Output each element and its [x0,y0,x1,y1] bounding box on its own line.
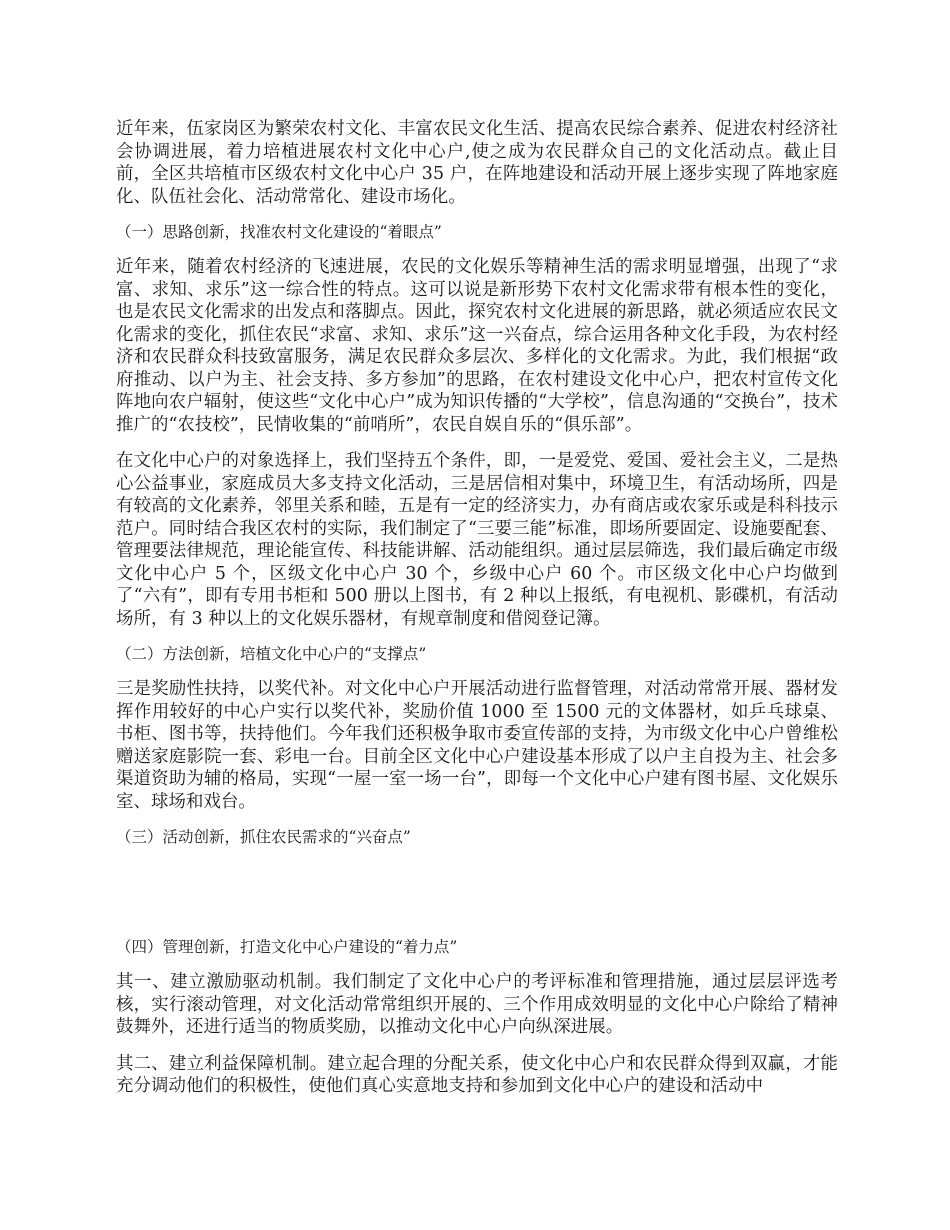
body-paragraph-5: 其二、建立利益保障机制。建立起合理的分配关系，使文化中心户和农民群众得到双赢，才能充分调动他们的积极性，使他们真心实意地支持和参加到文化中心户的建设和活动中 [116,1053,838,1096]
section-heading-4: （四）管理创新，打造文化中心户建设的“着力点” [116,938,458,956]
blank-space [116,861,838,937]
section-heading-1: （一）思路创新，找准农村文化建设的“着眼点” [116,223,442,241]
intro-paragraph: 近年来，伍家岗区为繁荣农村文化、丰富农民文化生活、提高农民综合素养、促进农村经济社会协调进展，着力培植进展农村文化中心户,使之成为农民群众自己的文化活动点。截止目前，全区共培植市区级农村文化中心户 35 户，在阵地建设和活动开展上逐步实现了阵地家庭化、队伍社会化、活动常常化、建设市场化。 [116,119,838,207]
document-page [116,118,838,1112]
section-heading-2: （二）方法创新，培植文化中心户的“支撑点” [116,645,427,663]
body-paragraph-3: 三是奖励性扶持，以奖代补。对文化中心户开展活动进行监督管理，对活动常常开展、器材发挥作用较好的中心户实行以奖代补，奖励价值 1000 至 1500 元的文体器材，如乒乓球桌、书柜、图书等，扶持他们。今年我们还积极争取市委宣传部的支持，为市级文化中心户曾维松赠送家庭影院一套、彩电一台。目前全区文化中心户建设基本形成了以户主自投为主、社会多渠道资助为辅的格局，实现“一屋一室一场一台”，即每一个文化中心户建有图书屋、文化娱乐室、球场和戏台。 [116,679,838,812]
body-paragraph-2: 在文化中心户的对象选择上，我们坚持五个条件，即，一是爱党、爱国、爱社会主义，二是热心公益事业，家庭成员大多支持文化活动，三是居信相对集中，环境卫生，有活动场所，四是有较高的文化素养，邻里关系和睦，五是有一定的经济实力，办有商店或农家乐或是科科技示范户。同时结合我区农村的实际，我们制定了“三要三能”标准，即场所要固定、设施要配套、管理要法律规范，理论能宣传、科技能讲解、活动能组织。通过层层筛选，我们最后确定市级文化中心户 5 个，区级文化中心户 30 个，乡级中心户 60 个。市区级文化中心户均做到了“六有”，即有专用书柜和 500 册以上图书，有 2 种以上报纸，有电视机、影碟机，有活动场所，有 3 种以上的文化娱乐器材，有规章制度和借阅登记簿。 [116,451,838,629]
body-paragraph-1: 近年来，随着农村经济的飞速进展，农民的文化娱乐等精神生活的需求明显增强，出现了“求富、求知、求乐”这一综合性的特点。这可以说是新形势下农村文化需求带有根本性的变化，也是农民文化需求的出发点和落脚点。因此，探究农村文化进展的新思路，就必须适应农民文化需求的变化，抓住农民“求富、求知、求乐”这一兴奋点，综合运用各种文化手段，为农村经济和农民群众科技致富服务，满足农民群众多层次、多样化的文化需求。为此，我们根据“政府推动、以户为主、社会支持、多方参加”的思路，在农村建设文化中心户，把农村宣传文化阵地向农户辐射，使这些“文化中心户”成为知识传播的“大学校”，信息沟通的“交换台”，技术推广的“农技校”，民情收集的“前哨所”，农民自娱自乐的“俱乐部”。 [116,257,838,435]
body-paragraph-4: 其一、建立激励驱动机制。我们制定了文化中心户的考评标准和管理措施，通过层层评选考核，实行滚动管理，对文化活动常常组织开展的、三个作用成效明显的文化中心户除给了精神鼓舞外，还进行适当的物质奖励，以推动文化中心户向纵深进展。 [116,972,838,1037]
section-heading-3: （三）活动创新，抓住农民需求的“兴奋点” [116,828,411,846]
